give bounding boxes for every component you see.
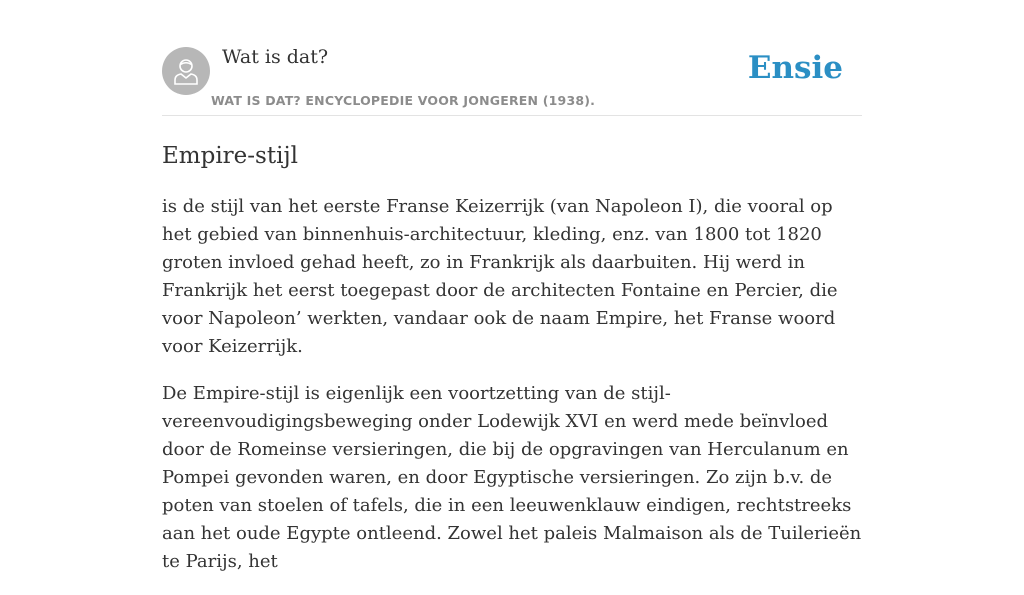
entry-paragraph: De Empire-stijl is eigenlijk een voortzetting van de stijl-vereenvoudigingsbeweging onder Lodewijk XVI en werd mede beïnvloed door de Romeinse versieringen, die bij de opgravingen van Herculanum en Pompei gevonden waren, en door Egyptische versieringen. Zo zijn b.v. de poten van stoelen of tafels, die in een leeuwenklauw eindigen, rechtstreeks aan het oude Egypte ontleend. Zowel het paleis Malmaison als de Tuilerieën te Parijs, het bbox=[162, 383, 862, 572]
ensie-logo[interactable]: Ensie bbox=[747, 50, 843, 86]
entry-body bbox=[162, 193, 862, 576]
source-header bbox=[162, 0, 862, 116]
content-container bbox=[162, 0, 862, 595]
source-title[interactable]: Wat is dat? bbox=[222, 46, 329, 68]
entry-title: Empire-stijl bbox=[162, 143, 298, 169]
entry-paragraph: is de stijl van het eerste Franse Keizerrijk (van Napoleon I), die vooral op het gebied van binnenhuis-architectuur, kleding, enz. van 1800 tot 1820 groten invloed gehad heeft, zo in Frankrijk als daarbuiten. Hij werd in Frankrijk het eerst toegepast door de architecten Fontaine en Percier, die voor Napoleon’ werkten, vandaar ook de naam Empire, het Franse woord voor Keizerrijk. bbox=[162, 196, 838, 357]
user-icon bbox=[171, 56, 201, 86]
avatar[interactable] bbox=[162, 47, 210, 95]
source-subtitle[interactable]: WAT IS DAT? ENCYCLOPEDIE VOOR JONGEREN (1938). bbox=[211, 93, 596, 108]
